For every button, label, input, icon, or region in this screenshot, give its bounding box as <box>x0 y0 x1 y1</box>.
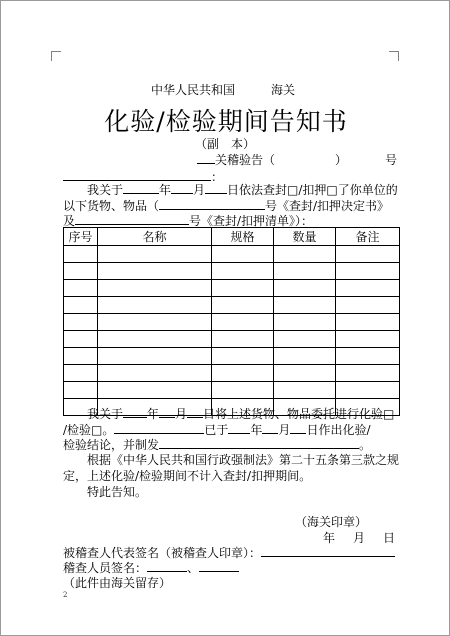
blank-field <box>187 406 203 418</box>
document-number <box>197 151 347 168</box>
table-cell <box>64 365 98 382</box>
addressee-colon: ： <box>211 170 224 184</box>
table-cell <box>212 263 274 280</box>
blank-field <box>159 198 265 210</box>
blank-field <box>171 182 193 194</box>
retention-note: （此件由海关留存） <box>63 576 172 590</box>
para1-year: 年 <box>159 183 172 197</box>
para3-line1: 根据《中华人民共和国行政强制法》第二十五条第三款之规 <box>87 453 400 467</box>
para2-text-b: 日将上述货物、物品委托进行化验□ <box>203 407 395 421</box>
copy-label: （副 本） <box>195 137 256 151</box>
table-cell <box>274 263 336 280</box>
table-row <box>64 331 400 348</box>
para2-line1 <box>87 405 394 422</box>
table-cell <box>98 365 212 382</box>
column-header: 备注 <box>336 228 400 246</box>
table-cell <box>336 365 400 382</box>
para2-text-c: /检验□。 <box>63 423 115 437</box>
para2-text-g: 。 <box>359 438 372 452</box>
issuer-header <box>151 81 295 98</box>
blank-field <box>63 169 211 181</box>
items-table <box>63 227 400 416</box>
column-header: 名称 <box>98 228 212 246</box>
blank-field <box>205 182 227 194</box>
column-header: 数量 <box>274 228 336 246</box>
blank-field <box>228 422 250 434</box>
para1-month: 月 <box>193 183 206 197</box>
blank-field <box>261 545 395 557</box>
table-cell <box>64 348 98 365</box>
para1-text-c: 以下货物、物品（ <box>63 199 160 213</box>
table-cell <box>212 365 274 382</box>
column-header: 序号 <box>64 228 98 246</box>
table-cell <box>212 314 274 331</box>
customs-name: 海关 <box>271 83 296 97</box>
table-row <box>64 263 400 280</box>
table-cell <box>336 314 400 331</box>
table-cell <box>212 348 274 365</box>
table-cell <box>274 314 336 331</box>
table-row <box>64 382 400 399</box>
table-cell <box>98 263 212 280</box>
representative-signature-label: 被稽查人代表签名（被稽查人印章）： <box>63 546 262 560</box>
inspector-signature-label: 稽查人员签名： <box>63 561 148 575</box>
blank-field <box>147 560 187 572</box>
blank-field <box>199 560 239 572</box>
closing-text: 特此告知。 <box>87 485 148 499</box>
table-cell <box>336 297 400 314</box>
table-row <box>64 348 400 365</box>
document-title: 化验/检验期间告知书 <box>104 107 348 136</box>
para1-text-d: 号《查封/扣押决定书》 <box>265 199 390 213</box>
para3-line2: 定，上述化验/检验期间不计入查封/扣押期间。 <box>63 469 312 483</box>
blank-field <box>123 182 159 194</box>
table-cell <box>274 365 336 382</box>
table-cell <box>64 280 98 297</box>
table-row <box>64 297 400 314</box>
blank-field <box>159 437 359 449</box>
table-cell <box>98 280 212 297</box>
table-cell <box>98 348 212 365</box>
page-number: 2 <box>63 591 68 599</box>
date-year: 年 <box>323 531 336 545</box>
table-cell <box>64 246 98 263</box>
blank-field <box>123 406 147 418</box>
para2-year-2: 年 <box>250 423 263 437</box>
para2-month: 月 <box>175 407 188 421</box>
date-day: 日 <box>383 531 396 545</box>
table-cell <box>336 331 400 348</box>
country-name: 中华人民共和国 <box>151 83 236 97</box>
column-header: 规格 <box>212 228 274 246</box>
para2-month-2: 月 <box>278 423 291 437</box>
table-cell <box>336 280 400 297</box>
para2-text-d: 已于 <box>204 423 229 437</box>
table-cell <box>98 314 212 331</box>
table-cell <box>98 382 212 399</box>
table-cell <box>274 348 336 365</box>
table-cell <box>212 280 274 297</box>
doc-number-hao: 号 <box>385 153 398 167</box>
table-cell <box>98 246 212 263</box>
date-month: 月 <box>353 531 366 545</box>
table-row <box>64 246 400 263</box>
table-cell <box>336 246 400 263</box>
para1-line1 <box>87 181 398 198</box>
doc-number-suffix: ） <box>335 153 348 167</box>
table-cell <box>64 331 98 348</box>
table-cell <box>212 382 274 399</box>
corner-mark-top-right <box>389 51 399 61</box>
table-cell <box>64 263 98 280</box>
para1-text-f: 号《查封/扣押清单》）： <box>189 214 314 228</box>
customs-seal-label: （海关印章） <box>295 515 368 529</box>
para1-text-b: 日依法查封□/扣押□了你单位的 <box>227 183 398 197</box>
para2-text-e: 日作出化验/ <box>306 423 371 437</box>
blank-field <box>262 422 278 434</box>
blank-field <box>114 422 204 434</box>
table-cell <box>212 331 274 348</box>
table-cell <box>98 297 212 314</box>
table-cell <box>336 263 400 280</box>
blank-field <box>197 152 215 164</box>
table-header-row <box>64 228 400 246</box>
blank-field <box>159 406 175 418</box>
table-cell <box>336 348 400 365</box>
table-cell <box>64 314 98 331</box>
table-cell <box>274 331 336 348</box>
blank-field <box>290 422 306 434</box>
table-row <box>64 280 400 297</box>
table-cell <box>64 297 98 314</box>
table-cell <box>212 297 274 314</box>
table-cell <box>274 382 336 399</box>
para1-text-a: 我关于 <box>87 183 124 197</box>
signature-separator: 、 <box>187 561 200 575</box>
table-cell <box>274 246 336 263</box>
table-cell <box>212 246 274 263</box>
para2-year: 年 <box>147 407 160 421</box>
table-cell <box>336 382 400 399</box>
corner-mark-top-left <box>51 51 61 61</box>
para2-text-a: 我关于 <box>87 407 124 421</box>
para2-text-f: 检验结论，并制发 <box>63 438 160 452</box>
table-cell <box>274 280 336 297</box>
table-cell <box>274 297 336 314</box>
table-cell <box>98 331 212 348</box>
table-cell <box>64 382 98 399</box>
table-row <box>64 314 400 331</box>
blank-field <box>75 213 189 225</box>
doc-number-prefix: 关稽验告（ <box>215 153 276 167</box>
para1-text-e: 及 <box>63 214 76 228</box>
table-row <box>64 365 400 382</box>
